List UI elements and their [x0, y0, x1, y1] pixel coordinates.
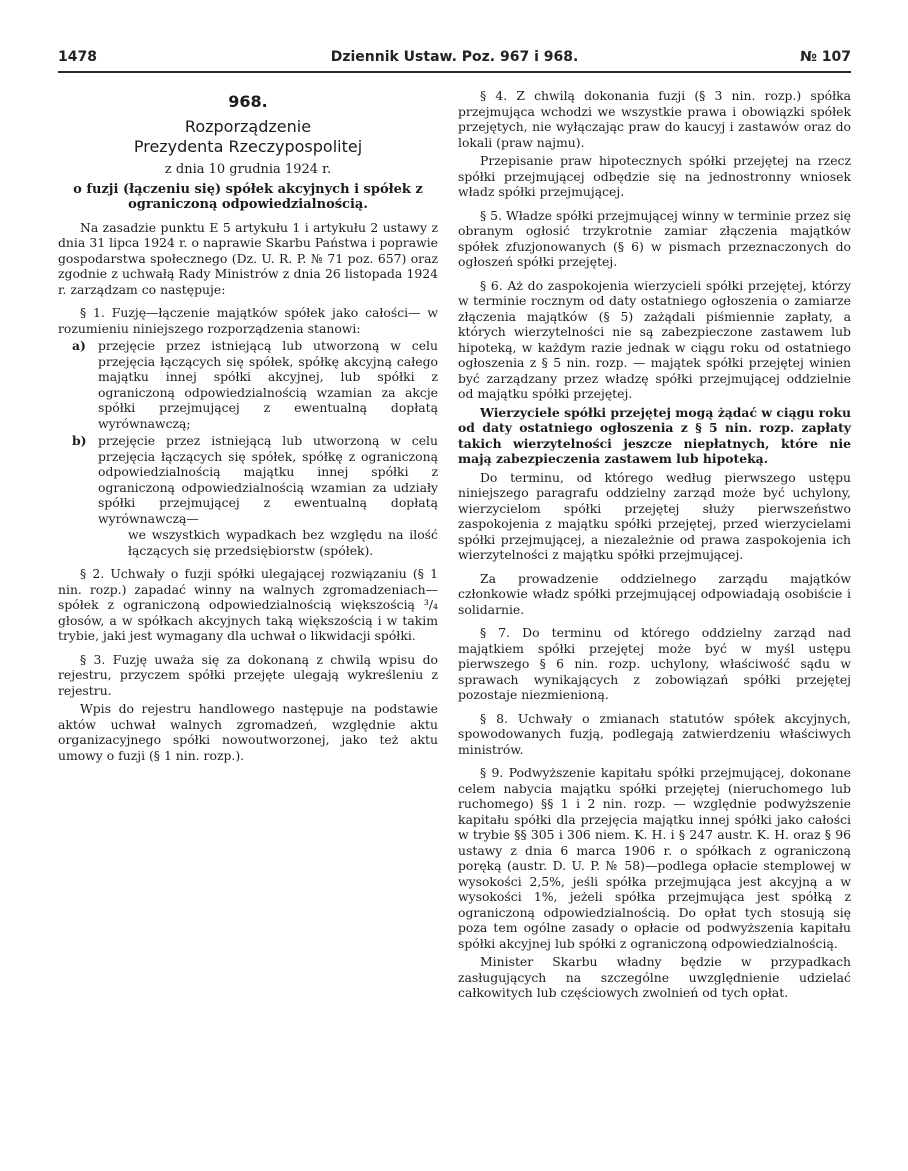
section-9: § 9. Podwyższenie kapitału spółki przejmującej, dokonane celem nabycia majątku spółki przejętej (nieruchomego lub ruchomego) §§ 1 i 2 nin. rozp. — względnie podwyższenie kapitału spółki dla przejęcia majątku innej spółki jako całości w trybie §§ 305 i 306 niem. K. H. i § 247 austr. K. H. oraz § 96 ustawy z dnia 6 marca 1906 r. o spółkach z ograniczoną poręką (austr. D. U. P. № 58)—podlega opłacie stemplowej w wysokości 2,5%, jeśli spółka przejmująca jest akcyjną a w wysokości 1%, jeżeli spółka przejmująca jest spółką z ograniczoną odpowiedzialnością. Do opłat tych stosują się poza tem ogólne zasady o opłacie od podwyższenia kapitału spółki akcyjnej lub spółki z ograniczoną odpowiedzialnością. [458, 765, 851, 951]
act-number: 968. [228, 92, 268, 111]
item-a-text: przejęcie przez istniejącą lub utworzoną w celu przejęcia łączących się spółek, spółkę akcyjną całego majątku innej spółki akcyjnej, lub spółki z ograniczoną odpowiedzialnością wzamian za akcje spółki przejmującej z ewentualną dopłatą wyrównawczą; [98, 338, 438, 431]
item-a-label: a) [72, 338, 86, 353]
section-6: § 6. Aż do zaspokojenia wierzycieli spółki przejętej, którzy w terminie rocznym od daty ostatniego ogłoszenia o zamiarze złączenia majątków (§ 5) zażądali piśmiennie zapłaty, a których wierzytelności nie są zabezpieczone zastawem lub hipoteką, w każdym razie jednak w ciągu roku od ostatniego ogłoszenia z § 5 nin. rozp. — majątek spółki przejętej winien być zarządzany przez władzę spółki przejmującej oddzielnie od majątku spółki przejętej. [458, 277, 851, 401]
section-1-item-b [58, 433, 438, 526]
act-title-line1: Rozporządzenie [184, 117, 312, 136]
header-rule [58, 71, 851, 73]
section-4-paragraph-2: Przepisanie praw hipotecznych spółki przejętej na rzecz spółki przejmującej odbędzie się na jednostronny wniosek władz spółki przejmującej. [458, 153, 851, 199]
section-1-intro: § 1. Fuzję—łączenie majątków spółek jako całości— w rozumieniu niniejszego rozporządzenia stanowi: [58, 305, 438, 336]
section-1-conclusion: we wszystkich wypadkach bez względu na ilość łączących się przedsiębiorstw (spółek). [128, 527, 438, 558]
section-4: § 4. Z chwilą dokonania fuzji (§ 3 nin. rozp.) spółka przejmująca wchodzi we wszystkie prawa i obowiązki spółek przejętych, nie wyłączając praw do kaucyj i zastawów oraz do lokali (praw najmu). [458, 88, 851, 150]
page-header [58, 49, 851, 69]
section-6-paragraph-2: Wierzyciele spółki przejętej mogą żądać w ciągu roku od daty ostatniego ogłoszenia z § 5 nin. rozp. zapłaty takich wierzytelności jeszcze niepłatnych, które nie mają zabezpieczenia zastawem lub hipoteką. [458, 404, 851, 466]
section-6-paragraph-3: Do terminu, od którego według pierwszego ustępu niniejszego paragrafu oddzielny zarząd może być uchylony, wierzycielom spółki przejętej służy pierwszeństwo zaspokojenia z majątku spółki przejętej, przed wierzycielami spółki przejmującej, a niezależnie od prawa zaspokojenia ich wierzytelności z majątku spółki przejmującej. [458, 469, 851, 562]
section-9-paragraph-2: Minister Skarbu władny będzie w przypadkach zasługujących na szczególne uwzględnienie udzielać całkowitych lub częściowych zwolnień od tych opłat. [458, 954, 851, 1000]
act-date: z dnia 10 grudnia 1924 r. [164, 162, 332, 177]
section-7: § 7. Do terminu od którego oddzielny zarząd nad majątkiem spółki przejętej może być w myśl ustępu pierwszego § 6 nin. rozp. uchylony, właściwość sądu w sprawach wynikających z zobowiązań spółki przejętej pozostaje niezmienioną. [458, 625, 851, 702]
issue-number: № 107 [800, 49, 851, 65]
left-column [58, 88, 438, 763]
section-3: § 3. Fuzję uważa się za dokonaną z chwilą wpisu do rejestru, przyczem spółki przejęte ulegają wykreśleniu z rejestru. [58, 651, 438, 698]
section-3-paragraph-2: Wpis do rejestru handlowego następuje na podstawie aktów uchwał walnych zgromadzeń, względnie aktu organizacyjnego spółki nowoutworzonej, jako też aktu umowy o fuzji (§ 1 nin. rozp.). [58, 701, 438, 763]
item-b-label: b) [72, 433, 87, 448]
act-title-line2: Prezydenta Rzeczypospolitej [133, 137, 363, 156]
section-1-item-a [58, 338, 438, 431]
page-number: 1478 [58, 49, 97, 65]
preamble: Na zasadzie punktu E 5 artykułu 1 i artykułu 2 ustawy z dnia 31 lipca 1924 r. o naprawie Skarbu Państwa i poprawie gospodarstwa społecznego (Dz. U. R. P. № 71 poz. 657) oraz zgodnie z uchwałą Rady Ministrów z dnia 26 listopada 1924 r. zarządzam co następuje: [58, 219, 438, 297]
right-column [458, 88, 851, 1001]
section-8: § 8. Uchwały o zmianach statutów spółek akcyjnych, spowodowanych fuzją, podlegają zatwierdzeniu właściwych ministrów. [458, 710, 851, 757]
section-2: § 2. Uchwały o fuzji spółki ulegającej rozwiązaniu (§ 1 nin. rozp.) zapadać winny na walnych zgromadzeniach—spółek z ograniczoną odpowiedzialnością większością ³/₄ głosów, a w spółkach akcyjnych taką większością i w takim trybie, jaki jest wymagany dla uchwał o likwidacji spółki. [58, 566, 438, 643]
section-5: § 5. Władze spółki przejmującej winny w terminie przez się obranym ogłosić trzykrotnie zamiar złączenia majątków spółek zfuzjonowanych (§ 6) w pismach przeznaczonych do ogłoszeń spółki przejętej. [458, 207, 851, 269]
act-subject: o fuzji (łączeniu się) spółek akcyjnych i spółek z ograniczoną odpowiedzialnością. [73, 181, 423, 212]
section-6-paragraph-4: Za prowadzenie oddzielnego zarządu majątków członkowie władz spółki przejmującej odpowiadają osobiście i solidarnie. [458, 570, 851, 617]
journal-title: Dziennik Ustaw. Poz. 967 i 968. [330, 49, 579, 65]
item-b-text: przejęcie przez istniejącą lub utworzoną w celu przejęcia łączących się spółek, spółkę z ograniczoną odpowiedzialnością majątku innej spółki z ograniczoną odpowiedzialnością wzamian za udziały spółki przejmującej z ewentualną dopłatą wyrównawczą— [98, 433, 438, 526]
